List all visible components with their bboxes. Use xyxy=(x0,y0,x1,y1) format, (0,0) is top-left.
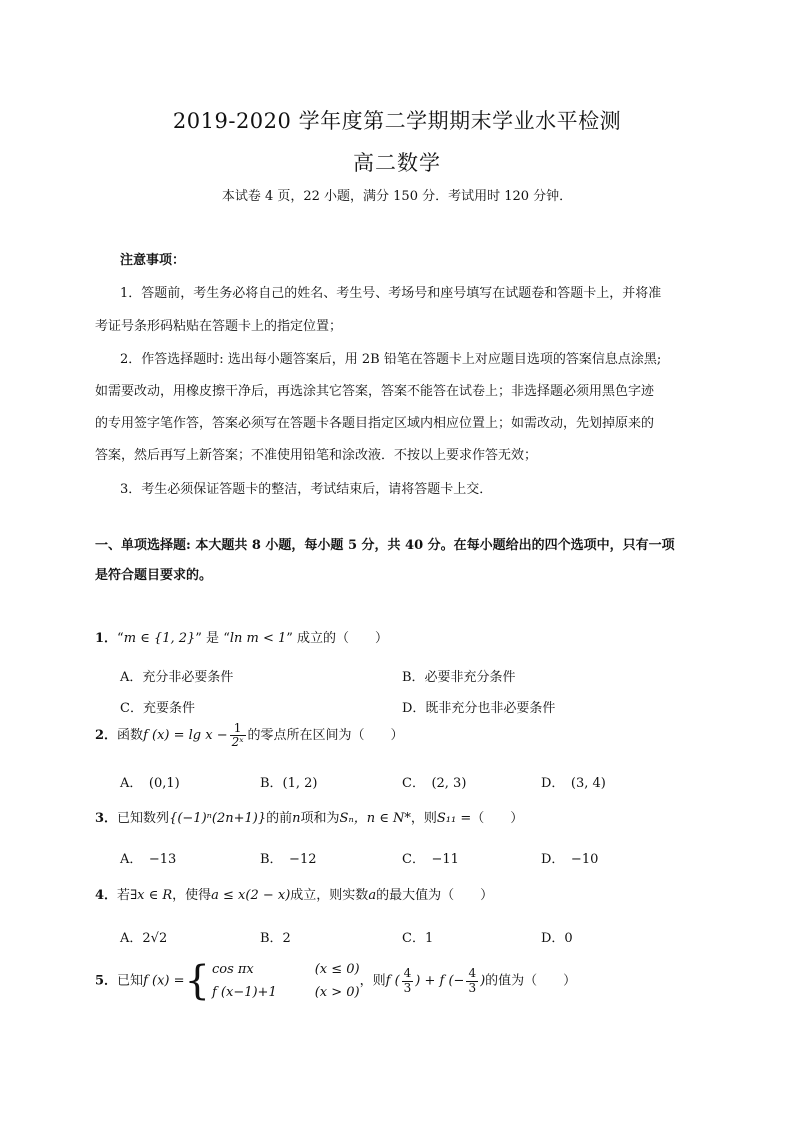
fraction: $\frac{4}{3}$ xyxy=(403,966,412,995)
notice-line: 的专用签字笔作答，答案必须写在答题卡各题目指定区域内相应位置上；如需改动，先划掉原来的 xyxy=(95,416,655,431)
question-number: 4． xyxy=(95,888,118,903)
question-5: 5．已知f (x) ={ cos πx f (x−1)+1(x ≤ 0) (x > 0)，则f ( $\frac{4}{3}$ ) + f (− $\frac{4}{3}$ )的值为（ ） xyxy=(95,958,577,1004)
math: a xyxy=(368,888,377,903)
exam-subtitle: 高二数学 xyxy=(353,151,441,175)
option-b: B．2 xyxy=(260,931,291,946)
option-a: A．2√2 xyxy=(120,931,168,946)
left-brace: { xyxy=(184,958,210,1004)
option-c: C．1 xyxy=(402,931,434,946)
question-1: 1．“m ∈ {1, 2}” 是 “ln m < 1” 成立的（ ） xyxy=(95,631,389,646)
option-a: A．充分非必要条件 xyxy=(120,670,234,685)
option-c: C． (2, 3) xyxy=(402,776,467,791)
section-heading: 是符合题目要求的。 xyxy=(95,568,213,583)
math: ) xyxy=(480,973,486,989)
math: a ≤ x(2 − x) xyxy=(211,888,291,903)
fraction: $\frac{1}{\text{2ˣ}}$ xyxy=(231,721,244,750)
fraction: $\frac{4}{3}$ xyxy=(468,966,477,995)
option-d: D． (3, 4) xyxy=(541,776,606,791)
piecewise-conditions: (x ≤ 0) (x > 0) xyxy=(314,962,360,1000)
option-c: C． −11 xyxy=(402,852,459,867)
notice-heading: 注意事项： xyxy=(120,253,186,268)
option-b: B．(1, 2) xyxy=(260,776,318,791)
option-b: B． −12 xyxy=(260,852,317,867)
option-d: D．0 xyxy=(541,931,573,946)
math: f (x) = xyxy=(143,973,185,989)
exam-title: 2019-2020 学年度第二学期期末学业水平检测 xyxy=(172,109,622,133)
math: ∃x ∈ R xyxy=(130,888,173,903)
notice-line: 1．答题前，考生务必将自己的姓名、考生号、考场号和座号填写在试题卷和答题卡上，并将准 xyxy=(120,286,662,301)
notice-line: 如需要改动，用橡皮擦干净后，再选涂其它答案，答案不能答在试卷上；非选择题必须用黑色字迹 xyxy=(95,384,655,399)
notice-line: 考证号条形码粘贴在答题卡上的指定位置； xyxy=(95,319,343,334)
question-number: 1． xyxy=(95,631,118,646)
option-a: A． (0,1) xyxy=(120,776,180,791)
math: Sₙ，n ∈ N* xyxy=(339,811,411,826)
question-3: 3．已知数列{(−1)ⁿ(2n+1)}的前n项和为Sₙ，n ∈ N*，则S₁₁ =（ ） xyxy=(95,811,524,826)
math: S₁₁ = xyxy=(436,811,472,826)
math: n xyxy=(292,811,301,826)
section-heading: 一、单项选择题: 本大题共 8 小题，每小题 5 分，共 40 分。在每小题给出的四个选项中，只有一项 xyxy=(95,538,675,553)
math: {(−1)ⁿ(2n+1)} xyxy=(169,811,267,826)
option-a: A． −13 xyxy=(120,852,177,867)
option-d: D．既非充分也非必要条件 xyxy=(402,701,556,716)
notice-line: 答案，然后再写上新答案；不准使用铅笔和涂改液．不按以上要求作答无效； xyxy=(95,448,538,463)
exam-meta: 本试卷 4 页，22 小题，满分 150 分．考试用时 120 分钟． xyxy=(221,189,573,204)
notice-line: 3．考生必须保证答题卡的整洁，考试结束后，请将答题卡上交． xyxy=(120,482,493,497)
piecewise-cases: cos πx f (x−1)+1 xyxy=(211,962,277,1000)
question-2: 2．函数f (x) = lg x − $\frac{1}{\text{2ˣ}}$ 的零点所在区间为（ ） xyxy=(95,721,404,750)
math: f ( xyxy=(385,973,400,989)
question-number: 3． xyxy=(95,811,118,826)
option-b: B．必要非充分条件 xyxy=(402,670,516,685)
option-d: D． −10 xyxy=(541,852,599,867)
question-number: 2． xyxy=(95,728,118,744)
question-number: 5． xyxy=(95,973,118,989)
math: ln m < 1 xyxy=(229,631,287,646)
question-4: 4．若∃x ∈ R，使得a ≤ x(2 − x)成立，则实数a的最大值为（ ） xyxy=(95,888,494,903)
math: f (x) = lg x − xyxy=(143,728,228,744)
math: m ∈ {1, 2} xyxy=(123,631,196,646)
math: ) + f (− xyxy=(415,973,465,989)
notice-line: 2．作答选择题时: 选出每小题答案后，用 2B 铅笔在答题卡上对应题目选项的答案信息点涂黑; xyxy=(120,352,662,367)
option-c: C．充要条件 xyxy=(120,701,195,716)
